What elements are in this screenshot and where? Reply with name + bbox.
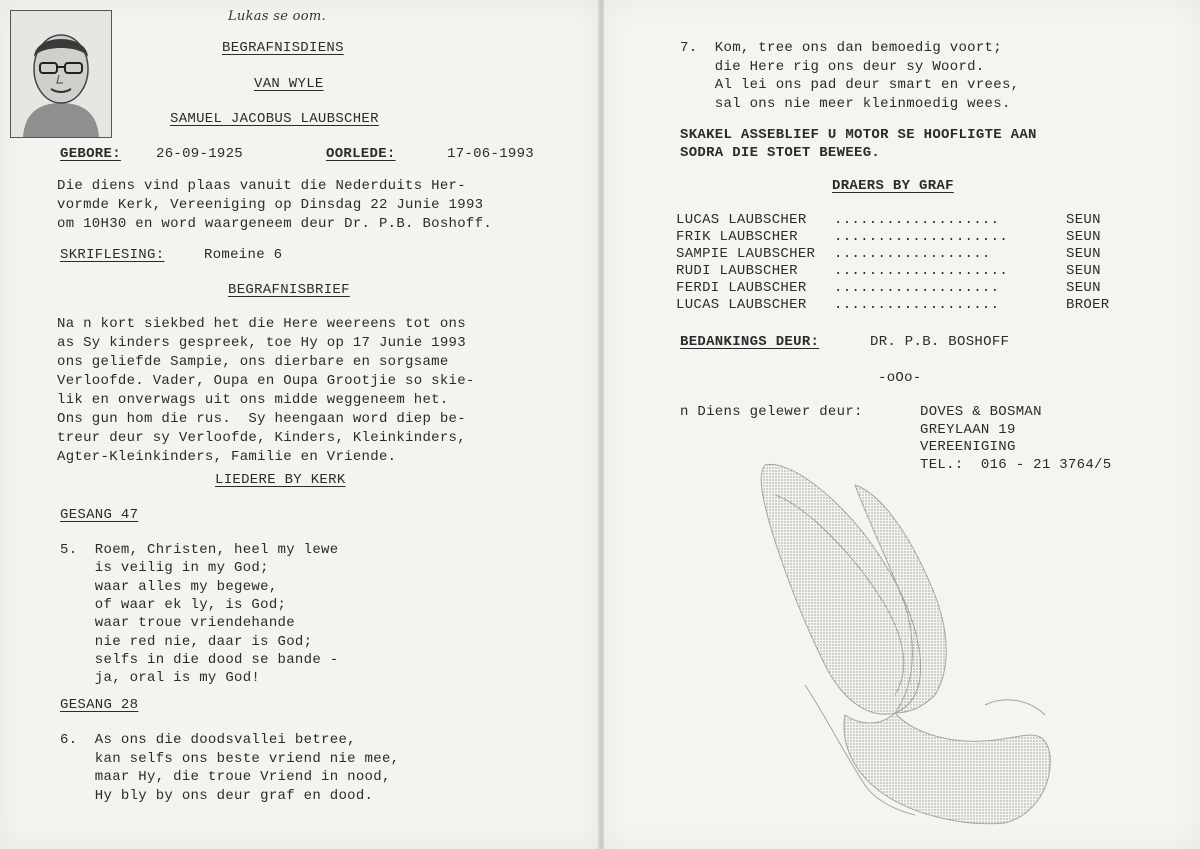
hymn1-line: is veilig in my God; bbox=[60, 560, 269, 577]
hymn1-line: waar troue vriendehande bbox=[60, 615, 295, 632]
died-label: OORLEDE: bbox=[326, 146, 396, 162]
reading-label: SKRIFLESING: bbox=[60, 247, 165, 263]
hymn1-line: ja, oral is my God! bbox=[60, 670, 261, 687]
notice-line: SODRA DIE STOET BEWEEG. bbox=[680, 145, 881, 161]
thanks-label: BEDANKINGS DEUR: bbox=[680, 334, 820, 350]
hymn1-line: selfs in die dood se bande - bbox=[60, 651, 339, 668]
bearer-name: FERDI LAUBSCHER bbox=[676, 280, 807, 296]
bearer-dots: .................. bbox=[834, 246, 991, 262]
bearer-relation: SEUN bbox=[1066, 212, 1101, 228]
born-label: GEBORE: bbox=[60, 146, 121, 162]
letter-line: as Sy kinders gespreek, toe Hy op 17 Junie 1993 bbox=[57, 335, 466, 351]
letter-line: ons geliefde Sampie, ons dierbare en sorgsame bbox=[57, 354, 449, 370]
bearer-relation: SEUN bbox=[1066, 263, 1101, 279]
bearer-relation: SEUN bbox=[1066, 229, 1101, 245]
bearer-relation: SEUN bbox=[1066, 280, 1101, 296]
hymn2-line: Hy bly by ons deur graf en dood. bbox=[60, 787, 374, 804]
service-by-label: n Diens gelewer deur: bbox=[680, 404, 863, 420]
funeral-home-line: GREYLAAN 19 bbox=[920, 421, 1016, 438]
handwritten-note: Lukas se oom. bbox=[228, 9, 326, 24]
bearer-name: FRIK LAUBSCHER bbox=[676, 229, 798, 245]
letter-line: treur deur sy Verloofde, Kinders, Kleinkinders, bbox=[57, 430, 466, 446]
hymn1-label: GESANG 47 bbox=[60, 507, 139, 523]
died-date: 17-06-1993 bbox=[447, 146, 535, 162]
praying-hands-illustration bbox=[745, 455, 1060, 825]
bearer-relation: BROER bbox=[1066, 297, 1110, 313]
reading-text: Romeine 6 bbox=[204, 247, 283, 263]
songs-heading: LIEDERE BY KERK bbox=[215, 472, 346, 488]
bearer-dots: ................... bbox=[834, 212, 1000, 228]
verse-line: sal ons nie meer kleinmoedig wees. bbox=[680, 95, 1011, 112]
hymn1-line: of waar ek ly, is God; bbox=[60, 596, 287, 613]
letter-line: Ons gun hom die rus. Sy heengaan word diep be- bbox=[57, 411, 466, 427]
born-date: 26-09-1925 bbox=[156, 146, 244, 162]
bearer-dots: .................... bbox=[834, 263, 1009, 279]
bearer-name: LUCAS LAUBSCHER bbox=[676, 297, 807, 313]
bearer-name: SAMPIE LAUBSCHER bbox=[676, 246, 816, 262]
separator: -oOo- bbox=[878, 370, 922, 386]
letter-line: Agter-Kleinkinders, Familie en Vriende. bbox=[57, 449, 397, 465]
service-line: vormde Kerk, Vereeniging op Dinsdag 22 Junie 1993 bbox=[57, 197, 484, 213]
bearer-name: RUDI LAUBSCHER bbox=[676, 263, 798, 279]
hymn1-line: 5. Roem, Christen, heel my lewe bbox=[60, 542, 339, 558]
thanks-name: DR. P.B. BOSHOFF bbox=[870, 334, 1010, 350]
verse-line: die Here rig ons deur sy Woord. bbox=[680, 58, 985, 75]
letter-heading: BEGRAFNISBRIEF bbox=[228, 282, 350, 298]
verse-line: 7. Kom, tree ons dan bemoedig voort; bbox=[680, 40, 1002, 56]
bearer-relation: SEUN bbox=[1066, 246, 1101, 262]
service-title: BEGRAFNISDIENS bbox=[222, 40, 344, 56]
hymn1-line: nie red nie, daar is God; bbox=[60, 633, 313, 650]
portrait-photo bbox=[10, 10, 112, 138]
funeral-home-line: DOVES & BOSMAN bbox=[920, 404, 1042, 420]
letter-line: lik en onverwags uit ons midde weggeneem het. bbox=[57, 392, 449, 408]
letter-line: Verloofde. Vader, Oupa en Oupa Grootjie so skie- bbox=[57, 373, 475, 389]
bearer-name: LUCAS LAUBSCHER bbox=[676, 212, 807, 228]
hymn2-label: GESANG 28 bbox=[60, 697, 139, 713]
bearer-dots: ................... bbox=[834, 280, 1000, 296]
hymn1-line: waar alles my begewe, bbox=[60, 578, 278, 595]
service-line: Die diens vind plaas vanuit die Nederduits Her- bbox=[57, 178, 466, 194]
deceased-name: SAMUEL JACOBUS LAUBSCHER bbox=[170, 111, 379, 127]
service-line: om 10H30 en word waargeneem deur Dr. P.B. Boshoff. bbox=[57, 216, 493, 232]
hymn2-line: kan selfs ons beste vriend nie mee, bbox=[60, 750, 400, 767]
hymn2-line: 6. As ons die doodsvallei betree, bbox=[60, 732, 356, 748]
funeral-home-line: VEREENIGING bbox=[920, 439, 1016, 455]
bearers-heading: DRAERS BY GRAF bbox=[832, 178, 954, 194]
service-subtitle: VAN WYLE bbox=[254, 76, 324, 92]
verse-line: Al lei ons pad deur smart en vrees, bbox=[680, 77, 1020, 93]
letter-line: Na n kort siekbed het die Here weereens tot ons bbox=[57, 316, 466, 332]
notice-line: SKAKEL ASSEBLIEF U MOTOR SE HOOFLIGTE AAN bbox=[680, 127, 1037, 143]
bearer-dots: ................... bbox=[834, 297, 1000, 313]
hymn2-line: maar Hy, die troue Vriend in nood, bbox=[60, 769, 391, 785]
funeral-home-line: TEL.: 016 - 21 3764/5 bbox=[920, 456, 1112, 473]
portrait-image bbox=[11, 11, 111, 137]
bearer-dots: .................... bbox=[834, 229, 1009, 245]
